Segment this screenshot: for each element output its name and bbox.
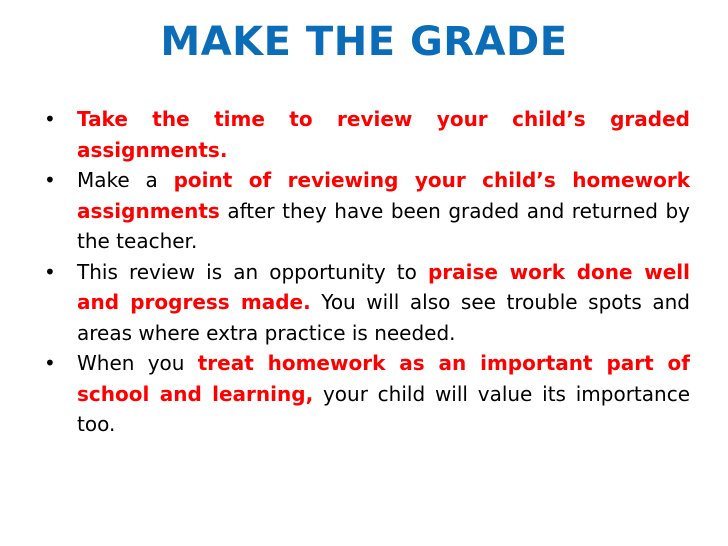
slide-title: MAKE THE GRADE	[160, 19, 568, 65]
bullet-dot-icon: •	[44, 107, 56, 131]
bullet-text-highlight: treat homework as an important part of school and learning,	[77, 351, 690, 406]
bullet-dot-icon: •	[44, 351, 56, 375]
bullet-text: your child will value its importance too.	[77, 381, 690, 436]
bullet-text-highlight: Take the time to review your child’s graded assignments.	[77, 107, 690, 162]
bullet-text-highlight: praise work done well and progress made.	[77, 259, 691, 314]
bullet-item	[44, 257, 690, 349]
bullet-text: Make a	[77, 168, 174, 192]
bullet-item	[44, 165, 690, 257]
bullet-text: This review is an opportunity to	[77, 259, 428, 284]
bullet-item	[44, 104, 690, 165]
bullet-text: When you	[77, 351, 198, 375]
bullet-list	[44, 104, 690, 440]
bullet-item	[44, 348, 690, 440]
bullet-text: after they have been graded and returned by the teacher.	[77, 198, 690, 253]
bullet-text-highlight: point of reviewing your child’s homework assignments	[77, 168, 690, 223]
bullet-text: You will also see trouble spots and areas where extra practice is needed.	[77, 290, 690, 345]
bullet-dot-icon: •	[44, 259, 56, 284]
bullet-dot-icon: •	[44, 168, 56, 192]
